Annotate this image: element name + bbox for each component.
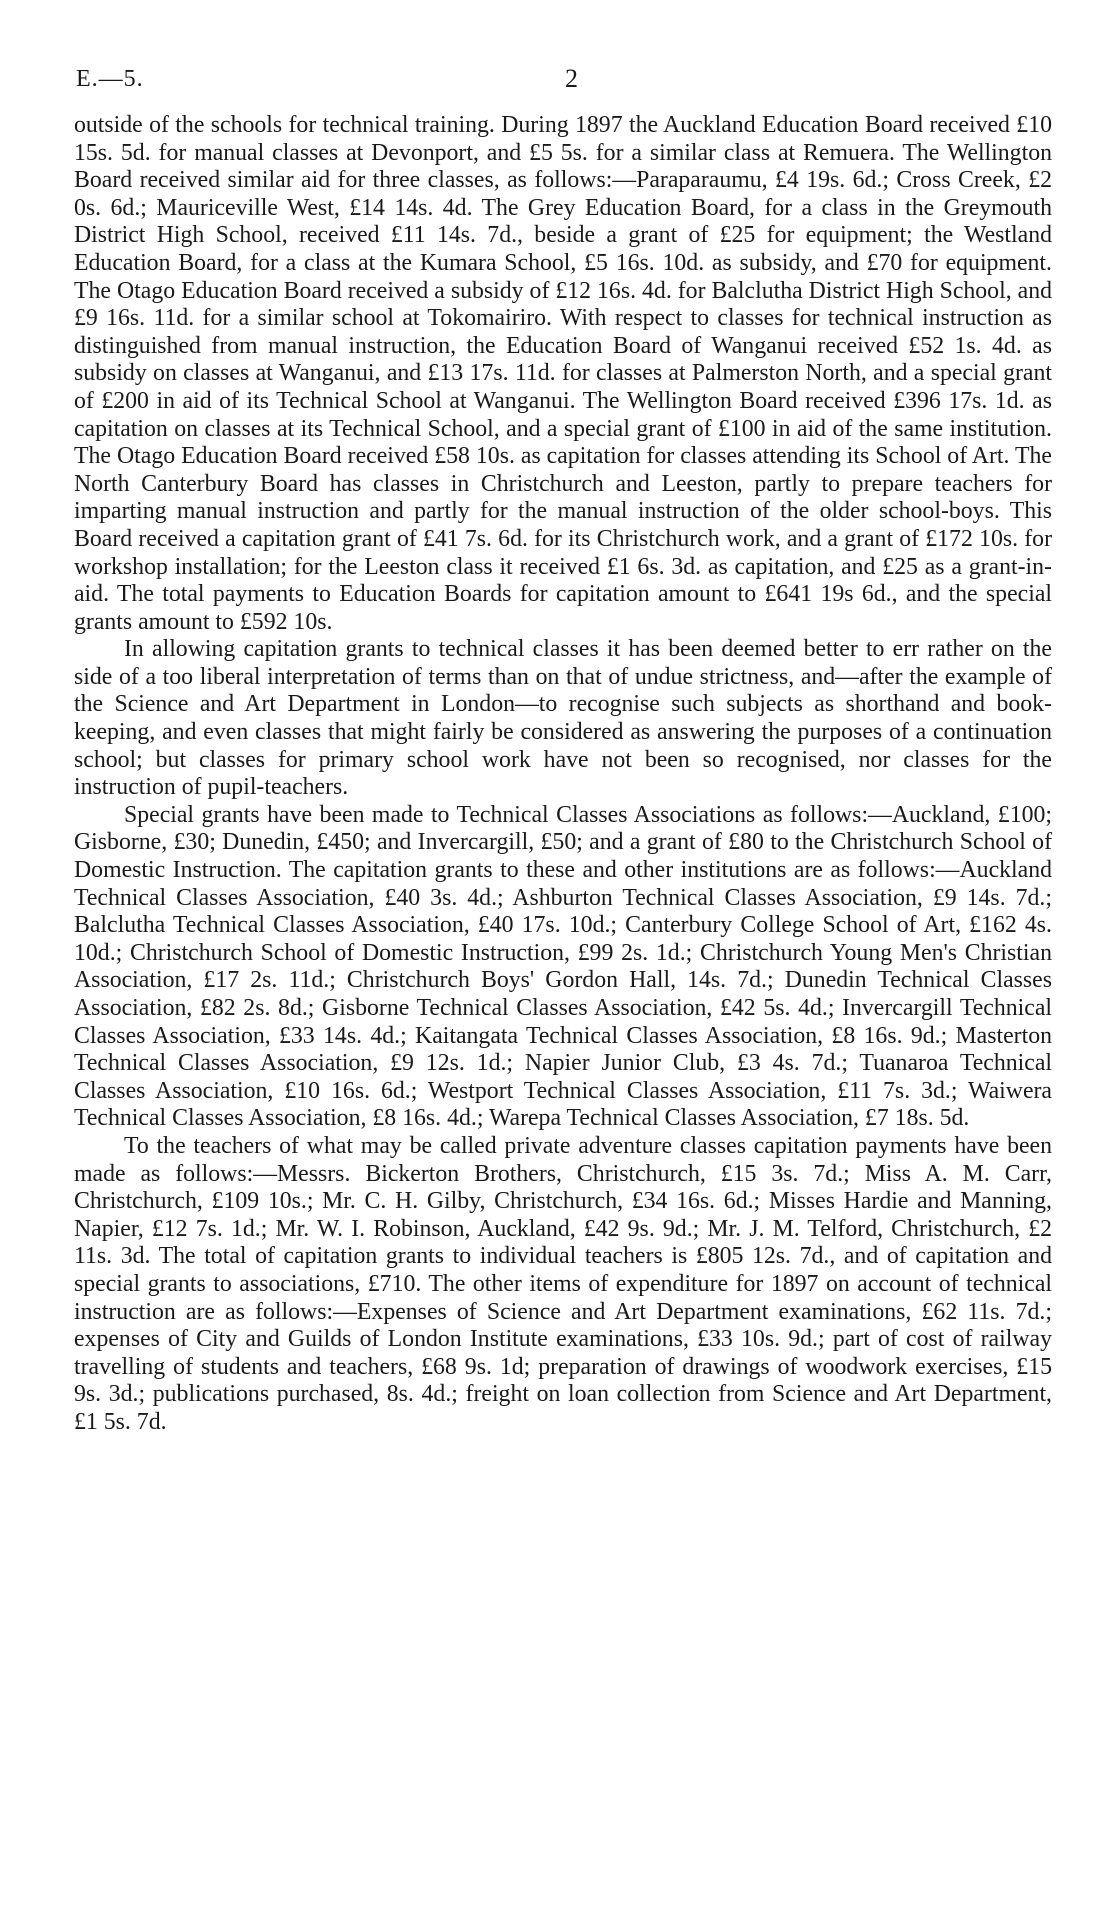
page-number: 2 xyxy=(565,64,578,93)
document-reference: E.—5. xyxy=(76,66,144,92)
body-text xyxy=(74,112,1052,1437)
page-header xyxy=(70,56,1026,96)
paragraph-special-grants: Special grants have been made to Technical Classes Associations as follows:—Auckland, £100; Gisborne, £30; Dunedin, £450; and Invercargill, £50; and a grant of £80 to the Christchurch School of Domestic Instruction. The capitation grants to these and other institutions are as follows:—Auckland Technical Classes Association, £40 3s. 4d.; Ashburton Technical Classes Association, £9 14s. 7d.; Balclutha Technical Classes Association, £40 17s. 10d.; Canterbury College School of Art, £162 4s. 10d.; Christchurch School of Domestic Instruction, £99 2s. 1d.; Christchurch Young Men's Christian Association, £17 2s. 11d.; Christchurch Boys' Gordon Hall, 14s. 7d.; Dunedin Technical Classes Association, £82 2s. 8d.; Gisborne Technical Classes Association, £42 5s. 4d.; Invercargill Technical Classes Association, £33 14s. 4d.; Kaitangata Technical Classes Association, £8 16s. 9d.; Masterton Technical Classes Association, £9 12s. 1d.; Napier Junior Club, £3 4s. 7d.; Tuanaroa Technical Classes Association, £10 16s. 6d.; Westport Technical Classes Association, £11 7s. 3d.; Waiwera Technical Classes Association, £8 16s. 4d.; Warepa Technical Classes Association, £7 18s. 5d. xyxy=(74,801,1052,1132)
paragraph-continued: outside of the schools for technical training. During 1897 the Auckland Education Board received £10 15s. 5d. for manual classes at Devonport, and £5 5s. for a similar class at Remuera. The Wellington Board received similar aid for three classes, as follows:—Paraparaumu, £4 19s. 6d.; Cross Creek, £2 0s. 6d.; Mauriceville West, £14 14s. 4d. The Grey Education Board, for a class in the Greymouth District High School, received £11 14s. 7d., beside a grant of £25 for equipment; the Westland Education Board, for a class at the Kumara School, £5 16s. 10d. as subsidy, and £70 for equipment. The Otago Education Board received a subsidy of £12 16s. 4d. for Balclutha District High School, and £9 16s. 11d. for a similar school at Tokomairiro. With respect to classes for technical instruction as distinguished from manual instruction, the Education Board of Wanganui received £52 1s. 4d. as subsidy on classes at Wanganui, and £13 17s. 11d. for classes at Palmerston North, and a special grant of £200 in aid of its Technical School at Wanganui. The Wellington Board received £396 17s. 1d. as capitation on classes at its Technical School, and a special grant of £100 in aid of the same institution. The Otago Education Board received £58 10s. as capitation for classes attending its School of Art. The North Canterbury Board has classes in Christchurch and Leeston, partly to prepare teachers for imparting manual instruction and partly for the manual instruction of the older school-boys. This Board received a capitation grant of £41 7s. 6d. for its Christchurch work, and a grant of £172 10s. for workshop installation; for the Leeston class it received £1 6s. 3d. as capitation, and £25 as a grant-in-aid. The total payments to Education Boards for capitation amount to £641 19s 6d., and the special grants amount to £592 10s. xyxy=(74,112,1052,635)
paragraph-capitation-policy: In allowing capitation grants to technical classes it has been deemed better to err rather on the side of a too liberal interpretation of terms than on that of undue strictness, and—after the example of the Science and Art Department in London—to recognise such subjects as shorthand and book-keeping, and even classes that might fairly be considered as answering the purposes of a continuation school; but classes for primary school work have not been so recognised, nor classes for the instruction of pupil-teachers. xyxy=(74,636,1052,801)
paragraph-private-classes: To the teachers of what may be called private adventure classes capitation payments have been made as follows:—Messrs. Bickerton Brothers, Christchurch, £15 3s. 7d.; Miss A. M. Carr, Christchurch, £109 10s.; Mr. C. H. Gilby, Christchurch, £34 16s. 6d.; Misses Hardie and Manning, Napier, £12 7s. 1d.; Mr. W. I. Robinson, Auckland, £42 9s. 9d.; Mr. J. M. Telford, Christchurch, £2 11s. 3d. The total of capitation grants to individual teachers is £805 12s. 7d., and of capitation and special grants to associations, £710. The other items of expenditure for 1897 on account of technical instruction are as follows:—Expenses of Science and Art Department examinations, £62 11s. 7d.; expenses of City and Guilds of London Institute examinations, £33 10s. 9d.; part of cost of railway travelling of students and teachers, £68 9s. 1d; preparation of drawings of woodwork exercises, £15 9s. 3d.; publications purchased, 8s. 4d.; freight on loan collection from Science and Art Department, £1 5s. 7d. xyxy=(74,1132,1052,1435)
